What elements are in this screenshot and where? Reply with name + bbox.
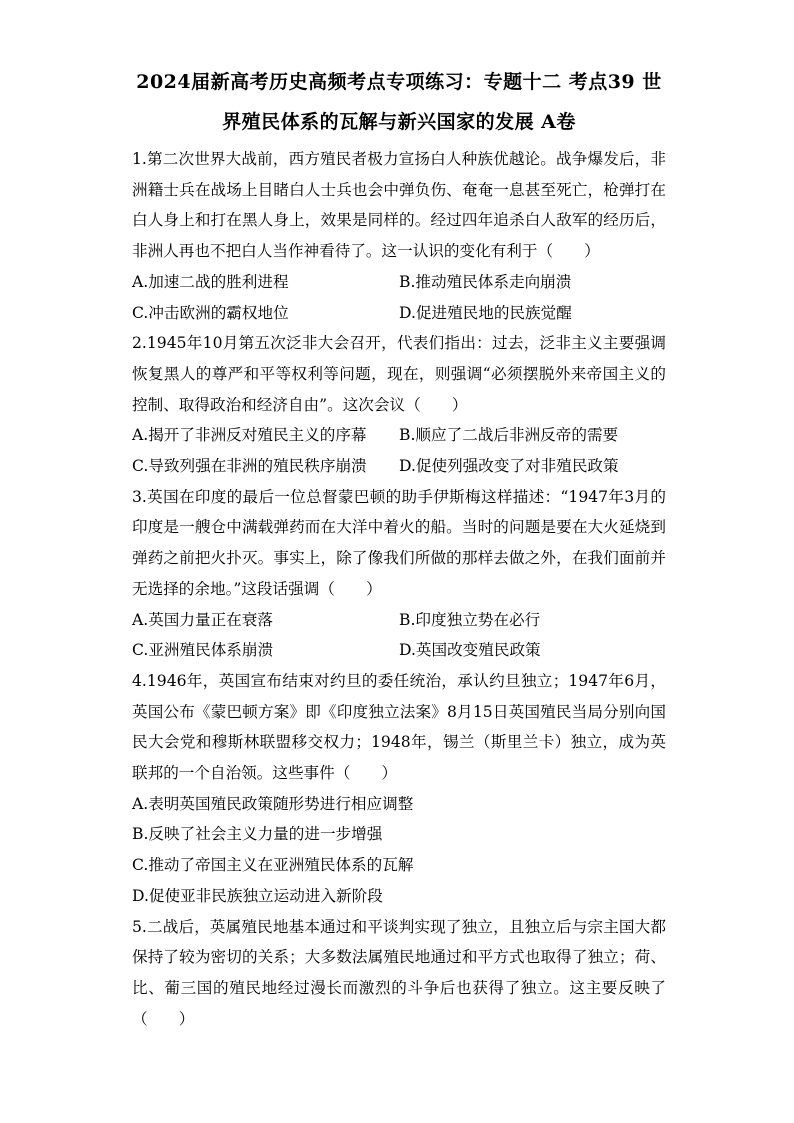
option-b[interactable]: B.反映了社会主义力量的进一步增强 <box>132 825 383 844</box>
option-row <box>132 635 666 666</box>
option-b[interactable]: B.顺应了二战后非洲反帝的需要 <box>399 426 619 445</box>
option-row <box>132 298 666 329</box>
option-d[interactable]: D.促进殖民地的民族觉醒 <box>399 303 572 322</box>
question-stem: 3.英国在印度的最后一位总督蒙巴顿的助手伊斯梅这样描述：“1947年3月的印度是一艘仓中满载弹药而在大洋中着火的船。当时的问题是要在大火延烧到弹药之前把火扑灭。事实上，除了像我们所做的那样去做之外，在我们面前并无选择的余地。”这段话强调（ ） <box>132 487 666 598</box>
option-d[interactable]: D.英国改变殖民政策 <box>399 641 541 660</box>
question-5 <box>132 912 666 1035</box>
option-row <box>132 451 666 482</box>
question-4 <box>132 666 666 912</box>
option-b[interactable]: B.推动殖民体系走向崩溃 <box>399 272 572 291</box>
option-row <box>132 605 666 636</box>
title-line-2: 界殖民体系的瓦解与新兴国家的发展 A卷 <box>222 111 576 133</box>
question-2 <box>132 328 666 482</box>
option-a[interactable]: A.加速二战的胜利进程 <box>132 272 289 291</box>
option-row <box>132 267 666 298</box>
option-d[interactable]: D.促使亚非民族独立运动进入新阶段 <box>132 886 383 905</box>
question-3 <box>132 482 666 666</box>
question-stem: 4.1946年，英国宣布结束对约旦的委任统治，承认约旦独立；1947年6月，英国公布《蒙巴顿方案》即《印度独立法案》8月15日英国殖民当局分别向国民大会党和穆斯林联盟移交权力；1948年，锡兰（斯里兰卡）独立，成为英联邦的一个自治领。这些事件（ ） <box>132 671 666 783</box>
question-stem: 2.1945年10月第五次泛非大会召开，代表们指出：过去，泛非主义主要强调恢复黑人的尊严和平等权利等问题，现在，则强调“必须摆脱外来帝国主义的控制、取得政治和经济自由”。这次会议（ ） <box>132 334 666 414</box>
option-a[interactable]: A.英国力量正在衰落 <box>132 610 273 629</box>
option-d[interactable]: D.促使列强改变了对非殖民政策 <box>399 457 619 476</box>
option-a[interactable]: A.表明英国殖民政策随形势进行相应调整 <box>132 794 414 813</box>
option-c[interactable]: C.亚洲殖民体系崩溃 <box>132 641 274 660</box>
option-c[interactable]: C.冲击欧洲的霸权地位 <box>132 303 289 322</box>
question-stem: 1.第二次世界大战前，西方殖民者极力宣扬白人种族优越论。战争爆发后，非洲籍士兵在战场上目睹白人士兵也会中弹负伤、奄奄一息甚至死亡，枪弹打在白人身上和打在黑人身上，效果是同样的。经过四年追杀白人敌军的经历后，非洲人再也不把白人当作神看待了。这一认识的变化有利于（ ） <box>132 150 666 261</box>
title-line-1: 2024届新高考历史高频考点专项练习：专题十二 考点39 世 <box>136 71 662 93</box>
question-1 <box>132 144 666 328</box>
document-title <box>132 62 666 142</box>
option-a[interactable]: A.揭开了非洲反对殖民主义的序幕 <box>132 426 367 445</box>
question-stem: 5.二战后，英属殖民地基本通过和平谈判实现了独立，且独立后与宗主国大都保持了较为密切的关系；大多数法属殖民地通过和平方式也取得了独立；荷、比、葡三国的殖民地经过漫长而激烈的斗争后也获得了独立。这主要反映了（ ） <box>132 917 666 1028</box>
option-b[interactable]: B.印度独立势在必行 <box>399 610 541 629</box>
option-c[interactable]: C.推动了帝国主义在亚洲殖民体系的瓦解 <box>132 856 414 875</box>
option-c[interactable]: C.导致列强在非洲的殖民秩序崩溃 <box>132 457 367 476</box>
option-row <box>132 420 666 451</box>
